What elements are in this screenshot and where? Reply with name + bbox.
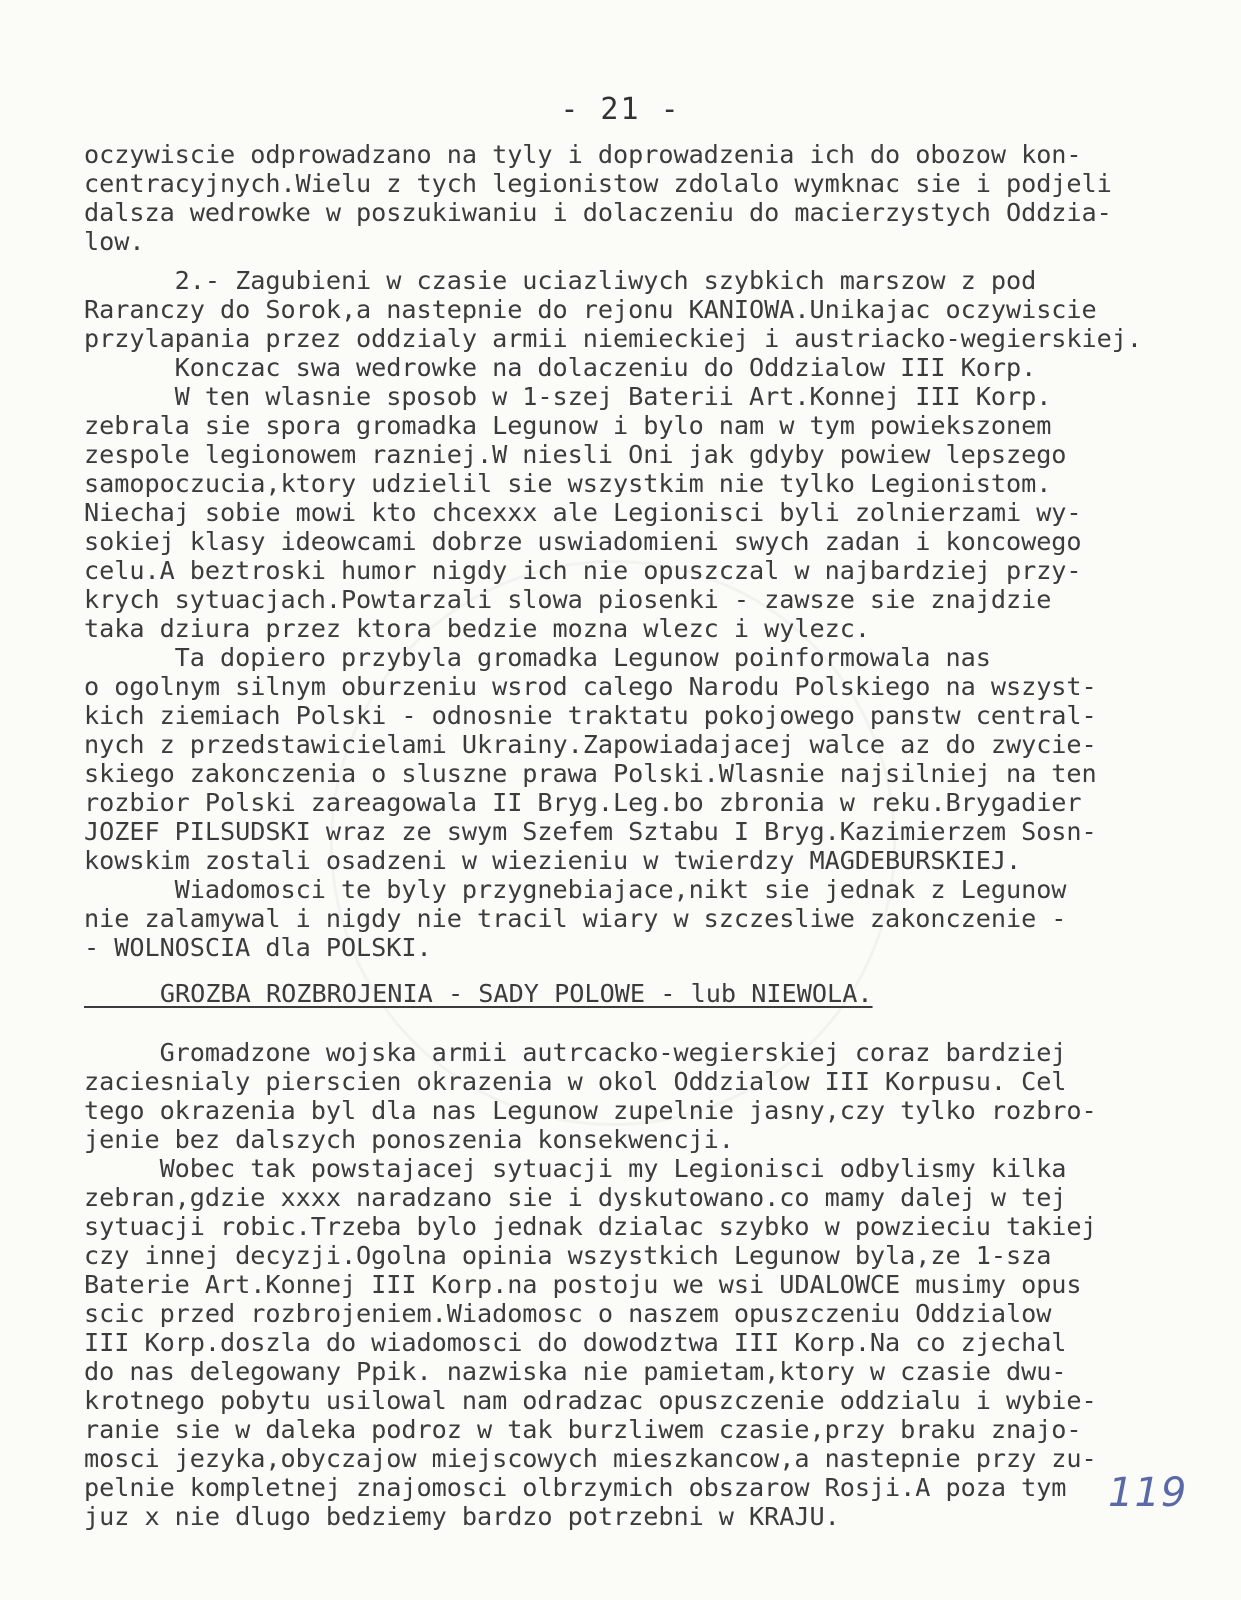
text-line: pelnie kompletnej znajomosci olbrzymich obszarow Rosji.A poza tym <box>84 1473 1067 1502</box>
text-line: W ten wlasnie sposob w 1-szej Baterii Art.Konnej III Korp. <box>84 382 1052 411</box>
paragraph-4 <box>84 1038 1214 1531</box>
text-line: Konczac swa wedrowke na dolaczeniu do Oddzialow III Korp. <box>84 353 1037 382</box>
text-line: zaciesnialy pierscien okrazenia w okol Oddzialow III Korpusu. Cel <box>84 1067 1067 1096</box>
text-line: 2.- Zagubieni w czasie uciazliwych szybkich marszow z pod <box>84 266 1037 295</box>
page-number: - 21 - <box>560 92 681 127</box>
text-line: scic przed rozbrojeniem.Wiadomosc o naszem opuszczeniu Oddzialow <box>84 1299 1052 1328</box>
paragraph-3 <box>84 643 1214 962</box>
text-line: mosci jezyka,obyczajow miejscowych mieszkancow,a nastepnie przy zu- <box>84 1444 1097 1473</box>
text-line: centracyjnych.Wielu z tych legionistow zdolalo wymknac sie i podjeli <box>84 169 1112 198</box>
typewritten-body <box>84 140 1214 1531</box>
text-line: Ta dopiero przybyla gromadka Legunow poinformowala nas <box>84 643 991 672</box>
text-line: Wobec tak powstajacej sytuacji my Legionisci odbylismy kilka <box>84 1154 1067 1183</box>
text-line: czy innej decyzji.Ogolna opinia wszystkich Legunow byla,ze 1-sza <box>84 1241 1052 1270</box>
text-line: taka dziura przez ktora bedzie mozna wlezc i wylezc. <box>84 614 870 643</box>
text-line: tego okrazenia byl dla nas Legunow zupelnie jasny,czy tylko rozbro- <box>84 1096 1097 1125</box>
text-line: przylapania przez oddzialy armii niemieckiej i austriacko-wegierskiej. <box>84 324 1142 353</box>
text-line: - WOLNOSCIA dla POLSKI. <box>84 933 432 962</box>
text-line: Gromadzone wojska armii autrcacko-wegierskiej coraz bardziej <box>84 1038 1067 1067</box>
text-line: sytuacji robic.Trzeba bylo jednak dzialac szybko w powzieciu takiej <box>84 1212 1097 1241</box>
text-line: kich ziemiach Polski - odnosnie traktatu pokojowego panstw central- <box>84 701 1097 730</box>
text-line: krych sytuacjach.Powtarzali slowa piosenki - zawsze sie znajdzie <box>84 585 1052 614</box>
text-line: zebrala sie spora gromadka Legunow i bylo nam w tym powiekszonem <box>84 411 1052 440</box>
section-heading: GROZBA ROZBROJENIA - SADY POLOWE - lub NIEWOLA. <box>84 979 873 1008</box>
paragraph-1 <box>84 140 1214 256</box>
text-line: zespole legionowem razniej.W niesli Oni jak gdyby powiew lepszego <box>84 440 1067 469</box>
text-line: low. <box>84 227 145 256</box>
text-line: nie zalamywal i nigdy nie tracil wiary w szczesliwe zakonczenie - <box>84 904 1067 933</box>
text-line: juz x nie dlugo bedziemy bardzo potrzebni w KRAJU. <box>84 1502 840 1531</box>
text-line: Raranczy do Sorok,a nastepnie do rejonu KANIOWA.Unikajac oczywiscie <box>84 295 1097 324</box>
handwritten-folio-number: 119 <box>1108 1470 1188 1516</box>
text-line: kowskim zostali osadzeni w wiezieniu w twierdzy MAGDEBURSKIEJ. <box>84 846 1022 875</box>
text-line: zebran,gdzie xxxx naradzano sie i dyskutowano.co mamy dalej w tej <box>84 1183 1067 1212</box>
text-line: krotnego pobytu usilowal nam odradzac opuszczenie oddzialu i wybie- <box>84 1386 1097 1415</box>
text-line: skiego zakonczenia o sluszne prawa Polski.Wlasnie najsilniej na ten <box>84 759 1097 788</box>
text-line: III Korp.doszla do wiadomosci do dowodztwa III Korp.Na co zjechal <box>84 1328 1067 1357</box>
text-line: Baterie Art.Konnej III Korp.na postoju we wsi UDALOWCE musimy opus <box>84 1270 1082 1299</box>
text-line: oczywiscie odprowadzano na tyly i doprowadzenia ich do obozow kon- <box>84 140 1082 169</box>
text-line: o ogolnym silnym oburzeniu wsrod calego Narodu Polskiego na wszyst- <box>84 672 1097 701</box>
text-line: dalsza wedrowke w poszukiwaniu i dolaczeniu do macierzystych Oddzia- <box>84 198 1112 227</box>
text-line: ranie sie w daleka podroz w tak burzliwem czasie,przy braku znajo- <box>84 1415 1082 1444</box>
text-line: sokiej klasy ideowcami dobrze uswiadomieni swych zadan i koncowego <box>84 527 1082 556</box>
text-line: Niechaj sobie mowi kto chcexxx ale Legionisci byli zolnierzami wy- <box>84 498 1082 527</box>
text-line: Wiadomosci te byly przygnebiajace,nikt sie jednak z Legunow <box>84 875 1067 904</box>
text-line: JOZEF PILSUDSKI wraz ze swym Szefem Sztabu I Bryg.Kazimierzem Sosn- <box>84 817 1097 846</box>
text-line: nych z przedstawicielami Ukrainy.Zapowiadajacej walce az do zwycie- <box>84 730 1097 759</box>
text-line: celu.A beztroski humor nigdy ich nie opuszczal w najbardziej przy- <box>84 556 1082 585</box>
text-line: rozbior Polski zareagowala II Bryg.Leg.bo zbronia w reku.Brygadier <box>84 788 1082 817</box>
paragraph-2 <box>84 266 1214 643</box>
text-line: samopoczucia,ktory udzielil sie wszystkim nie tylko Legionistom. <box>84 469 1052 498</box>
text-line: do nas delegowany Ppik. nazwiska nie pamietam,ktory w czasie dwu- <box>84 1357 1067 1386</box>
text-line: jenie bez dalszych ponoszenia konsekwencji. <box>84 1125 734 1154</box>
